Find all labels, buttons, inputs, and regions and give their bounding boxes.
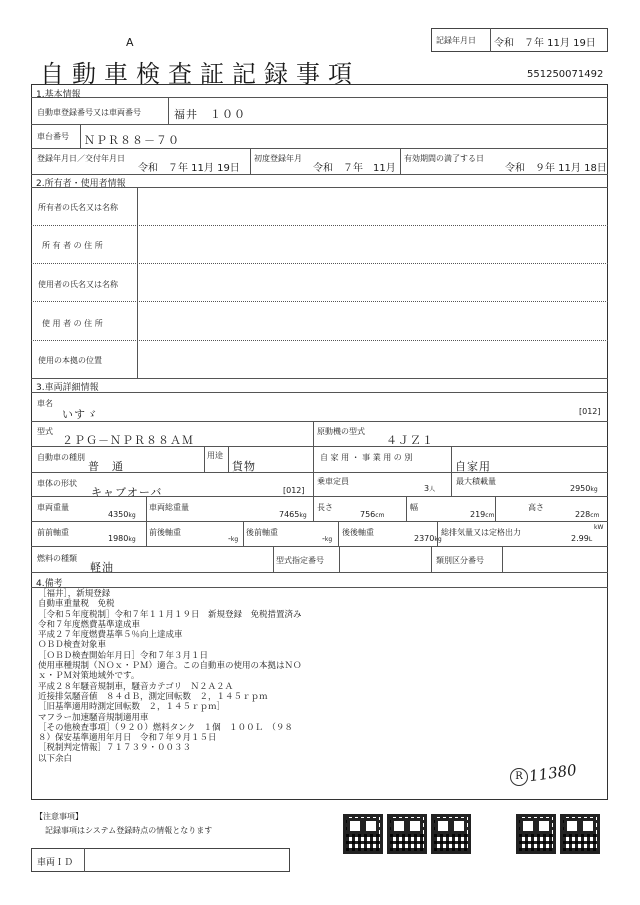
body-shape-code: [012] — [283, 486, 305, 495]
remarks-line: ［ＯＢＤ検査開始年月日］令和７年３月１日 — [38, 650, 209, 661]
remarks-line: 自動車重量税 免税 — [38, 599, 115, 610]
vehicle-kind-label: 自動車の種別 — [37, 453, 85, 462]
notice-title: 【注意事項】 — [35, 812, 83, 821]
section-vehicle-title: 3.車両詳細情報 — [36, 383, 99, 393]
capacity-unit: 人 — [429, 486, 436, 493]
height-unit: cm — [590, 512, 600, 519]
remarks-line: ＯＢＤ検査対象車 — [38, 640, 107, 651]
remarks-line: ［税制判定情報］７１７３９・００３３ — [38, 743, 192, 754]
base-location-label: 使用の本拠の位置 — [38, 356, 102, 365]
user-name-label: 使用者の氏名又は名称 — [38, 280, 118, 289]
remarks-line: 平成２７年度燃費基準５％向上達成車 — [38, 630, 183, 641]
car-id-label: 車両ＩＤ — [37, 858, 74, 868]
length-unit: cm — [375, 512, 385, 519]
remarks-line: ８）保安基準適用年月日 令和７年９月１５日 — [38, 733, 217, 744]
power-unit: kW — [594, 524, 604, 531]
width-label: 幅 — [410, 503, 418, 512]
body-shape-label: 車体の形状 — [37, 479, 77, 488]
height-label: 高さ — [528, 503, 544, 512]
remarks-line: マフラー加速騒音規制適用車 — [38, 712, 149, 723]
gross-weight-label: 車両総重量 — [149, 503, 189, 512]
capacity-value: 3 — [424, 484, 430, 493]
maker-label: 車名 — [37, 399, 53, 408]
vehicle-weight-value: 4350 — [108, 510, 129, 519]
body-shape-value: キャブオーバ — [91, 486, 163, 499]
remarks-line: 以下余白 — [38, 753, 73, 764]
width-unit: cm — [485, 512, 495, 519]
remarks-text — [38, 589, 302, 764]
rr-axle-unit: kg — [434, 536, 442, 543]
rf-axle-value: - — [322, 534, 325, 543]
qr-code-3 — [431, 814, 471, 854]
remarks-line: ［その他検査事項］（９２０）燃料タンク １個 １００Ｌ （９８ — [38, 722, 293, 733]
gross-weight-unit: kg — [299, 512, 307, 519]
issue-date-label: 登録年月日／交付年月日 — [37, 154, 125, 163]
max-load-label: 最大積載量 — [456, 477, 496, 486]
maker-code: [012] — [579, 407, 601, 416]
qr-code-4 — [516, 814, 556, 854]
fuel-label: 燃料の種類 — [37, 554, 77, 563]
vehicle-weight-label: 車両重量 — [37, 503, 69, 512]
fr-axle-label: 前後軸重 — [149, 528, 181, 537]
engine-label: 原動機の型式 — [317, 427, 365, 436]
notice-text: 記録事項はシステム登録時点の情報となります — [45, 826, 213, 835]
remarks-line: 使用車種規制（ＮＯｘ・ＰＭ）適合。この自動車の使用の本拠はＮＯ — [38, 661, 302, 672]
section-remarks-title: 4.備考 — [36, 579, 63, 589]
gross-weight-value: 7465 — [279, 510, 300, 519]
maker-value: いすゞ — [62, 408, 98, 421]
remarks-line: ｘ・ＰＭ対策地域外です。 — [38, 671, 140, 682]
expiry-value: 令和 ９年 11月 18日 — [505, 163, 607, 174]
section-owner-title: 2.所有者・使用者情報 — [36, 179, 126, 189]
remarks-line: ［令和５年度税制］令和７年１１月１９日 新規登録 免税措置済み — [38, 609, 302, 620]
handwritten-number: 11380 — [527, 760, 578, 786]
ff-axle-unit: kg — [128, 536, 136, 543]
remarks-line: ［旧基準適用時測定回転数 ２，１４５ｒｐｍ］ — [38, 702, 226, 713]
class-number-label: 類別区分番号 — [436, 556, 484, 565]
max-load-value: 2950 — [570, 484, 591, 493]
use-label: 用途 — [207, 451, 223, 460]
fr-axle-unit: kg — [230, 536, 239, 543]
type-designation-label: 型式指定番号 — [276, 556, 324, 565]
height-value: 228 — [575, 510, 591, 519]
owner-address-label: 所 有 者 の 住 所 — [42, 241, 103, 250]
vehicle-kind-value: 普 通 — [88, 460, 124, 473]
model-value: ２ＰＧ－ＮＰＲ８８ＡＭ — [62, 434, 194, 447]
ff-axle-value: 1980 — [108, 534, 129, 543]
form-mark: A — [126, 36, 134, 49]
user-address-label: 使 用 者 の 住 所 — [42, 319, 103, 328]
chassis-value: ＮＰＲ８８－７０ — [84, 134, 180, 147]
length-label: 長さ — [317, 503, 333, 512]
first-registration-label: 初度登録年月 — [254, 154, 302, 163]
qr-code-1 — [343, 814, 383, 854]
capacity-label: 乗車定員 — [317, 477, 349, 486]
qr-code-2 — [387, 814, 427, 854]
section-basic-title: 1.基本情報 — [36, 90, 81, 100]
remarks-line: 近接排気騒音値 ８４ｄＢ，測定回転数 ２，１４５ｒｐｍ — [38, 691, 268, 702]
private-business-value: 自家用 — [455, 460, 491, 473]
model-label: 型式 — [37, 427, 53, 436]
vehicle-weight-unit: kg — [128, 512, 136, 519]
handwritten-r-mark: R — [510, 768, 528, 786]
engine-value: ４ＪＺ１ — [386, 434, 434, 447]
record-date-label: 記録年月日 — [436, 36, 476, 45]
remarks-line: ［福井］，新規登録 — [38, 589, 111, 599]
qr-code-5 — [560, 814, 600, 854]
chassis-label: 車台番号 — [37, 132, 69, 141]
use-value: 貨物 — [232, 460, 256, 473]
registration-value: 福井 １００ — [174, 108, 246, 121]
remarks-line: 令和７年度燃費基準達成車 — [38, 619, 141, 630]
width-value: 219 — [470, 510, 486, 519]
document-number: 551250071492 — [527, 69, 604, 80]
displacement-unit: L — [588, 536, 593, 543]
displacement-value: 2.99 — [571, 534, 589, 543]
rr-axle-value: 2370 — [414, 534, 435, 543]
document-title: 自動車検査証記録事項 — [40, 60, 360, 88]
first-registration-value: 令和 ７年 11月 — [313, 163, 396, 174]
rr-axle-label: 後後軸重 — [342, 528, 374, 537]
expiry-label: 有効期間の満了する日 — [404, 154, 484, 163]
fr-axle-value: - — [228, 534, 231, 543]
displacement-label: 総排気量又は定格出力 — [441, 528, 521, 537]
length-value: 756 — [360, 510, 376, 519]
issue-date-value: 令和 ７年 11月 19日 — [138, 163, 240, 174]
remarks-line: 平成２８年騒音規制車，騒音カテゴリ Ｎ２Ａ２Ａ — [38, 681, 234, 692]
rf-axle-label: 後前軸重 — [246, 528, 278, 537]
ff-axle-label: 前前軸重 — [37, 528, 69, 537]
private-business-label: 自 家 用 ・ 事 業 用 の 別 — [320, 453, 413, 462]
owner-name-label: 所有者の氏名又は名称 — [38, 203, 118, 212]
rf-axle-unit: kg — [324, 536, 333, 543]
fuel-value: 軽油 — [90, 561, 114, 574]
registration-label: 自動車登録番号又は車両番号 — [37, 108, 141, 117]
max-load-unit: kg — [590, 486, 598, 493]
record-date-value: 令和 ７年 11月 19日 — [494, 38, 596, 49]
